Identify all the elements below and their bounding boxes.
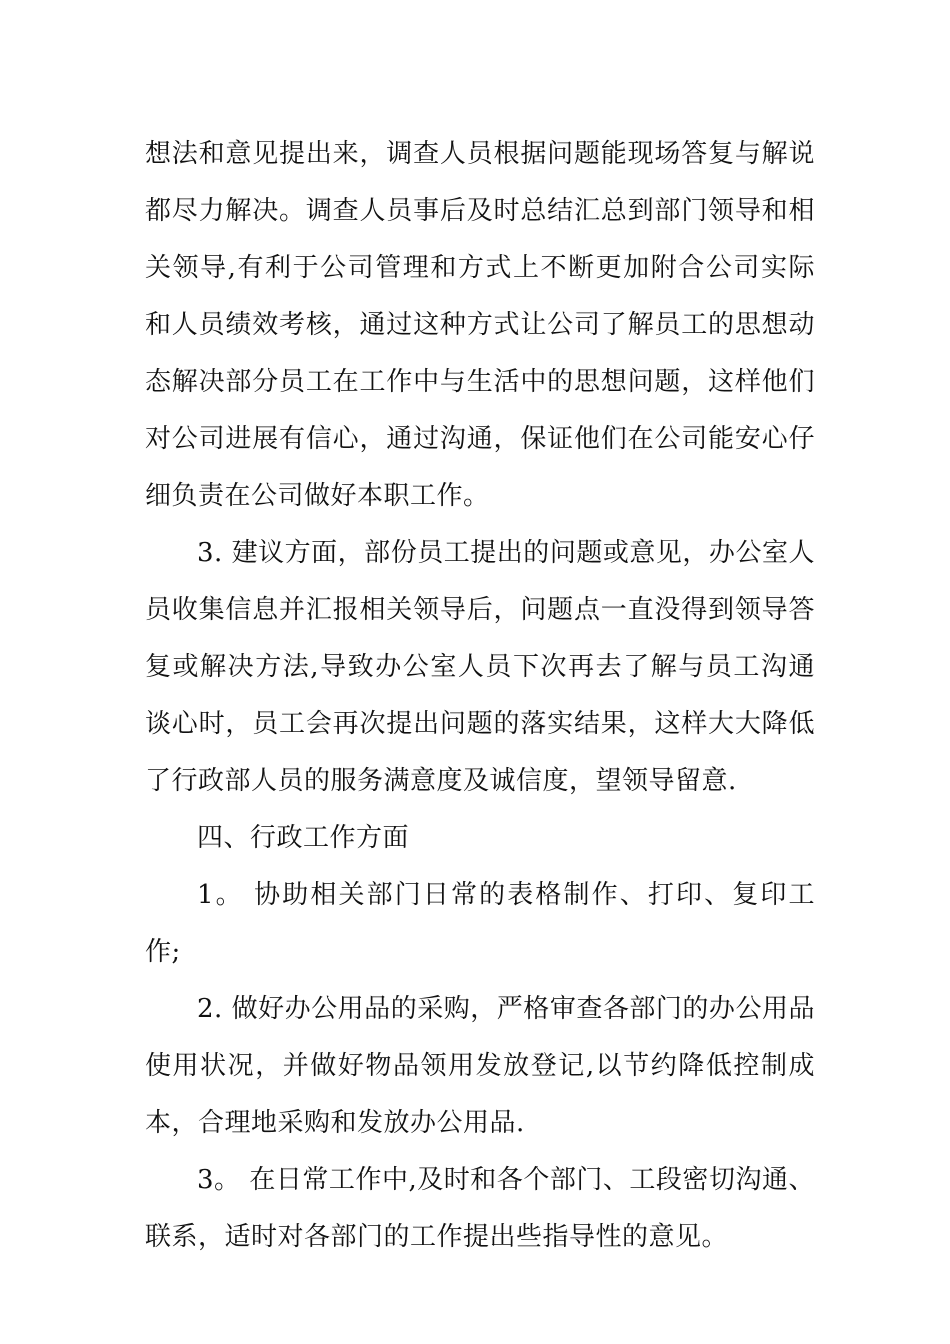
paragraph-admin-item-3: 3。 在日常工作中,及时和各个部门、工段密切沟通、联系，适时对各部门的工作提出些指导性的意见。: [145, 1165, 815, 1252]
document-body: [145, 126, 815, 1266]
paragraph-admin-item-1: 1。 协助相关部门日常的表格制作、打印、复印工作;: [145, 880, 815, 967]
paragraph-admin-item-2: 2. 做好办公用品的采购，严格审查各部门的办公用品使用状况，并做好物品领用发放登记,以节约降低控制成本，合理地采购和发放办公用品.: [145, 994, 815, 1138]
paragraph-item-3-suggestions: 3. 建议方面，部份员工提出的问题或意见，办公室人员收集信息并汇报相关领导后，问题点一直没得到领导答复或解决方法,导致办公室人员下次再去了解与员工沟通谈心时，员工会再次提出问题的落实结果，这样大大降低了行政部人员的服务满意度及诚信度，望领导留意.: [145, 538, 815, 796]
paragraph-continuation: 想法和意见提出来，调查人员根据问题能现场答复与解说都尽力解决。调查人员事后及时总结汇总到部门领导和相关领导,有利于公司管理和方式上不断更加附合公司实际和人员绩效考核，通过这种方式让公司了解员工的思想动态解决部分员工在工作中与生活中的思想问题，这样他们对公司进展有信心，通过沟通，保证他们在公司能安心仔细负责在公司做好本职工作。: [145, 139, 815, 511]
section-heading-admin-work: 四、行政工作方面: [197, 823, 410, 853]
